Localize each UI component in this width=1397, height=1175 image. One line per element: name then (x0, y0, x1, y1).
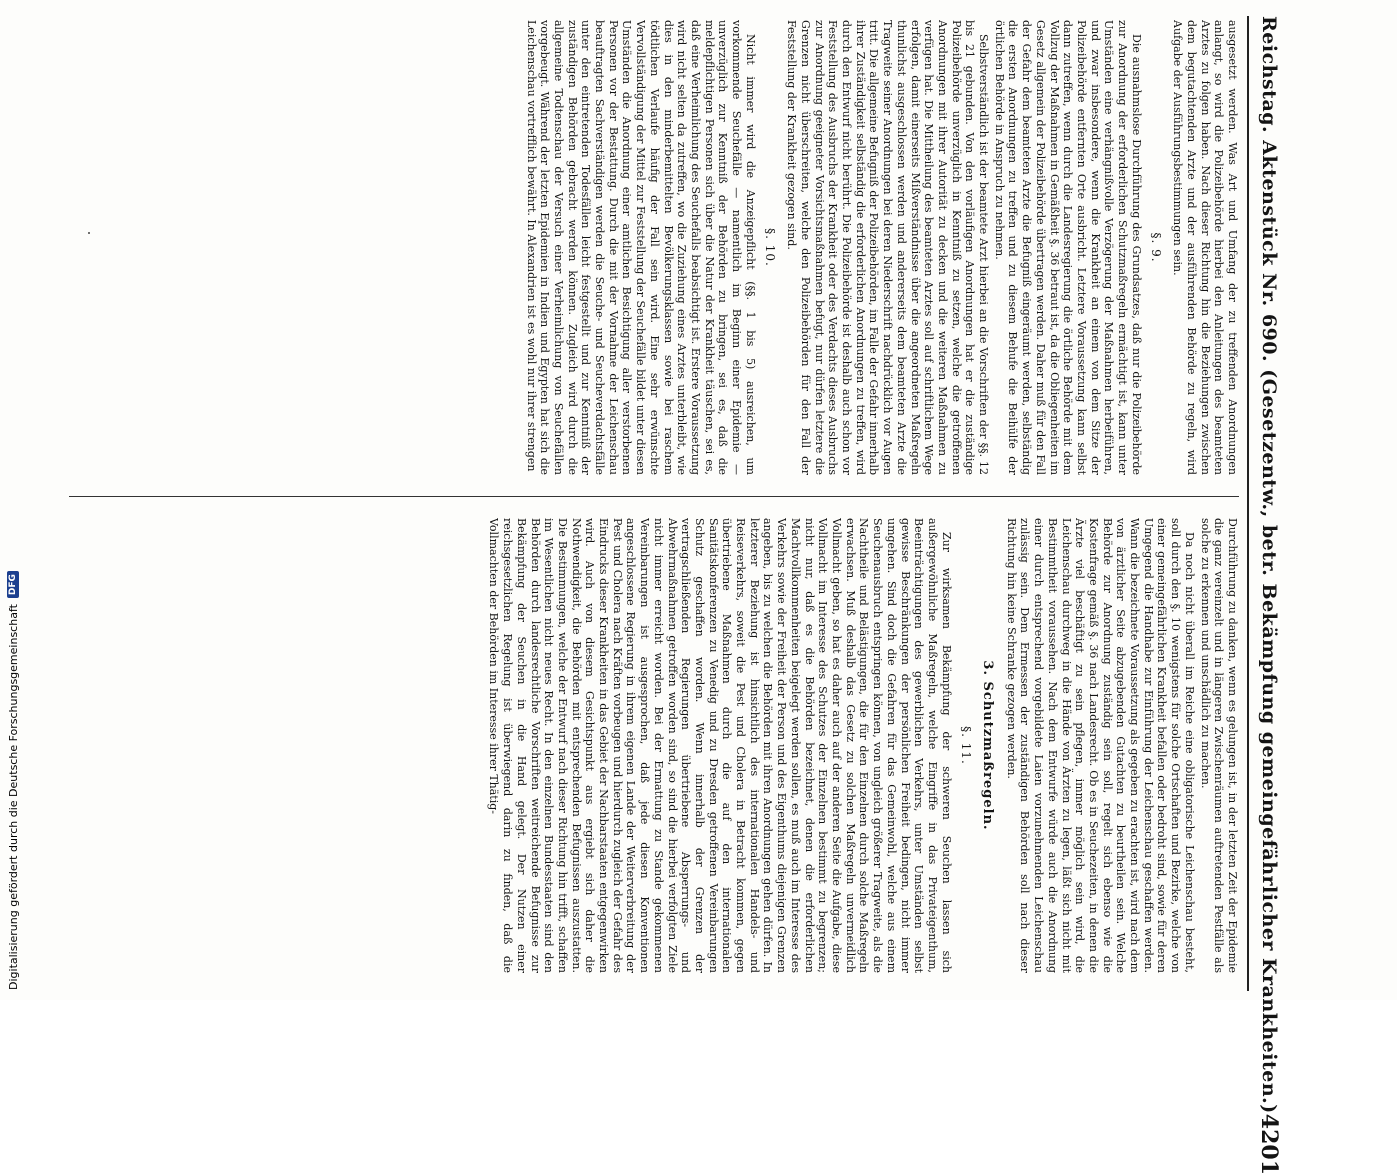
paragraph: Durchführung zu danken, wenn es gelungen ist, in der letzten Zeit der Epidemie die ganz vereinzelt und in längeren Zwischenräumen auftretenden Pestfälle als solche zu erkennen und unschädlich zu machen. (1198, 518, 1239, 973)
left-column (79, 20, 1239, 475)
right-column (79, 518, 1239, 973)
page-number: 4201 (1256, 1113, 1282, 1175)
dfg-logo: DFG (7, 571, 19, 598)
paragraph: Zur wirksamen Bekämpfung der schweren Seuchen lassen sich außergewöhnliche Maßregeln, welche Eingriffe in das Privateigenthum, Beeinträchtigungen des gewerblichen Verkehrs, unter Umständen selbst gewisse Beschränkungen der persönlichen Freiheit bedingen, nicht immer umgehen. Sind doch die Gefahren für das Gemeinwohl, welche aus einem Seuchenausbruch entspringen können, von ungleich größerer Tragweite, als die Nachtheile und Belästigungen, die für den Einzelnen durch solche Maßregeln erwachsen. Muß deshalb das Gesetz zu solchen Maßregeln unvermeidlich Vollmacht geben, so hat es daher auch auf der anderen Seite die Aufgabe, diese Vollmacht im Interesse des Schutzes der Einzelnen bestimmt zu begrenzen; nicht nur, daß es die Behörden bezeichnet, denen die erforderlichen Machtvollkommenheiten beigelegt werden sollen, es muß auch im Interesse des Verkehrs sowie der Freiheit der Person und des Eigenthums diejenigen Grenzen angeben, bis zu welchen die Behörden mit ihren Anordnungen gehen dürfen. In letzterer Beziehung ist hinsichtlich des internationalen Handels- und Reiseverkehrs, soweit die Pest und Cholera in Betracht kommen, gegen übertriebene Maßnahmen durch die auf den internationalen Sanitätskonferenzen zu Venedig und zu Dresden getroffenen Vereinbarungen Schutz geschaffen worden. Wenn innerhalb der Grenzen der vertragschließenden Regierungen übertriebene Absperrungs- und Abwehrmaßnahmen getroffen worden sind, so sind die hierbei verfolgten Ziele nicht immer erreicht worden. Bei der Ermattung zu Stande gekommenen Vereinbarungen ist ausgesprochen, daß jede diesen Konventionen angeschlossene Regierung in ihrem eigenen Lande der Weiterverbreitung der Pest und Cholera nach Kräften vorbeugen und hierdurch zugleich der Gefahr des Eindrucks dieser Krankheiten in das Gebiet der Nachbarstaaten entgegenwirken wird. Auch von diesem Gesichtspunkt aus ergiebt sich daher die Nothwendigkeit, die Behörden mit entsprechenden Befugnissen auszustatten. Die Bestimmungen, welche der Entwurf nach dieser Richtung hin trifft, schaffen im Wesentlichen nicht neues Recht. In den einzelnen Bundesstaaten sind den Behörden durch landesrechtliche Vorschriften weitreichende Befugnisse zur Bekämpfung der Seuchen in die Hand gelegt. Der Nutzen einer reichsgesetzlichen Regelung ist überwiegend darin zu finden, daß die Vollmachten der Behörden im Interesse ihrer Thätig- (487, 518, 953, 973)
section-heading: §. 9. (1149, 232, 1164, 263)
section-heading: §. 10. (763, 228, 778, 267)
paragraph: Nicht immer wird die Anzeigepflicht (§§. 1 bis 5) ausreichen, um vorkommende Seuchefälle — namentlich im Beginn einer Epidemie — unverzüglich zur Kenntniß der Behörden zu bringen, sei es, daß die meldepflichtigen Personen sich über die Natur der Krankheit täuschen, sei es, daß eine Verheimlichung des Seuchefalls beabsichtigt ist. Erstere Voraussetzung wird nicht selten da zutreffen, wo die Zuziehung eines Arztes unterbleibt, wie dies in den minderbemittelten Bevölkerungsklassen sowie bei raschem tödtlichen Verlaufe häufig der Fall sein wird. Eine sehr erwünschte Vervollständigung der Mittel zur Feststellung der Seuchefälle bildet unter diesen Umständen die Anordnung einer amtlichen Besichtigung aller verstorbenen Personen vor der Bestattung. Durch die mit der Vornahme der Leichenschau beauftragten Sachverständigen werden die Seuche- und Seucheverdachtsfälle unter den eintretenden Todesfällen leicht festgestellt und zur Kenntniß der zuständigen Behörden gebracht werden können. Zugleich wird durch die allgemeine Todtenschau der Versuch einer Verheimlichung von Seuchefällen vorgebeugt. Während der letzten Epidemien in Indien und Egypten hat sich die Leichenschau vortrefflich bewährt. In Alexandrien ist es wohl nur ihrer strengen (524, 20, 757, 475)
page-header (1247, 16, 1289, 1175)
section-heading: §. 11. (959, 726, 974, 765)
paragraph: Die ausnahmslose Durchführung des Grundsatzes, daß nur die Polizeibehörde zur Anordnung der erforderlichen Schutzmaßregeln ermächtigt ist, kann unter Umständen eine verhängnißvolle Verzögerung der Maßnahmen herbeiführen, und zwar insbesondere, wenn die Krankheit an einem von dem Sitze der Polizeibehörde entfernten Orte ausbricht. Letztere Voraussetzung kann selbst dann zutreffen, wenn durch die Landesregierung die örtliche Behörde mit dem Vollzug der Maßnahmen in Gemäßheit §. 36 betraut ist, da die Obliegenheiten im Gesetz allgemein der Polizeibehörde übertragen werden. Daher muß für den Fall der Gefahr dem beamteten Arzte die Befugniß eingeräumt werden, selbständig die ersten Anordnungen zu treffen und zu diesem Behufe die Beihülfe der örtlichen Behörde in Anspruch zu nehmen. (992, 20, 1143, 475)
paragraph: Selbstverständlich ist der beamtete Arzt hierbei an die Vorschriften der §§. 12 bis 21 gebunden. Von den vorläufigen Anordnungen hat er die zuständige Polizeibehörde unverzüglich in Kenntniß zu setzen, welche die getroffenen Anordnungen mit ihrer Autorität zu decken und die weiteren Maßnahmen zu verfügen hat. Die Mittheilung des beamteten Arztes soll auf schriftlichem Wege erfolgen, damit einerseits Mißverständnisse über die angeordneten Maßregeln thunlichst ausgeschlossen werden und andererseits dem beamteten Arzte die Tragweite seiner Anordnungen bei deren Niederschrift nachdrücklich vor Augen tritt. Die allgemeine Befugniß der Polizeibehörden, im Falle der Gefahr innerhalb ihrer Zuständigkeit selbständig die erforderlichen Anordnungen zu treffen, wird durch den Entwurf nicht berührt. Die Polizeibehörde ist deshalb auch schon vor Feststellung des Ausbruchs der Krankheit oder des Verdachts dieses Ausbruchs zur Anordnung geeigneter Vorsichtsmaßnahmen befugt, nur dürfen letztere die Grenzen nicht überschreiten, welche den Polizeibehörden für den Fall der Feststellung der Krankheit gezogen sind. (785, 20, 991, 475)
credit-text: Digitalisierung gefördert durch die Deutsche Forschungsgemeinschaft (6, 604, 20, 990)
paragraph: ausgesetzt werden. Was Art und Umfang der zu treffenden Anordnungen anlangt, so wird die Polizeibehörde hierbei den Anleitungen des beamteten Arztes zu folgen haben. Nach dieser Richtung hin die Beziehungen zwischen dem begutachtenden Arzte und der ausführenden Behörde zu regeln, wird Aufgabe der Ausführungsbestimmungen sein. (1171, 20, 1239, 475)
chapter-heading: 3. Schutzmaßregeln. (980, 660, 996, 831)
header-title: Reichstag. Aktenstück Nr. 690. (Gesetzentw., betr. Bekämpfung gemeingefährlicher Krankheiten.) (1258, 16, 1280, 1114)
rotated-page (5, 0, 1295, 1175)
paragraph: Da noch nicht überall im Reiche eine obligatorische Leichenschau besteht, soll durch den §. 10 wenigstens für solche Ortschaften und Bezirke, welche von einer gemeingefährlichen Krankheit befallen oder bedroht sind, sowie für deren Umgegend die Handhabe zur Einführung der Leichenschau geschaffen werden. Wann die bezeichnete Voraussetzung als gegeben zu erachten ist, wird nach dem von ärztlicher Seite abzugebenden Gutachten zu beurtheilen sein. Welche Behörde zur Anordnung zuständig sein soll, regelt sich ebenso wie die Kostenfrage gemäß §. 36 nach Landesrecht. Ob es in Seuchezeiten, in denen die Ärzte viel beschäftigt zu sein pflegen, immer möglich sein wird, die Leichenschau durchweg in die Hände von Ärzten zu legen, läßt sich nicht mit Bestimmtheit voraussehen. Nach dem Entwurfe würde auch die Anordnung einer durch entsprechend vorgebildete Laien vorzunehmenden Leichenschau zulässig sein. Dem Ermessen der zuständigen Behörden soll nach dieser Richtung hin keine Schranke gezogen werden. (1004, 518, 1196, 973)
column-divider (69, 496, 1239, 497)
digitization-credit (4, 0, 22, 990)
